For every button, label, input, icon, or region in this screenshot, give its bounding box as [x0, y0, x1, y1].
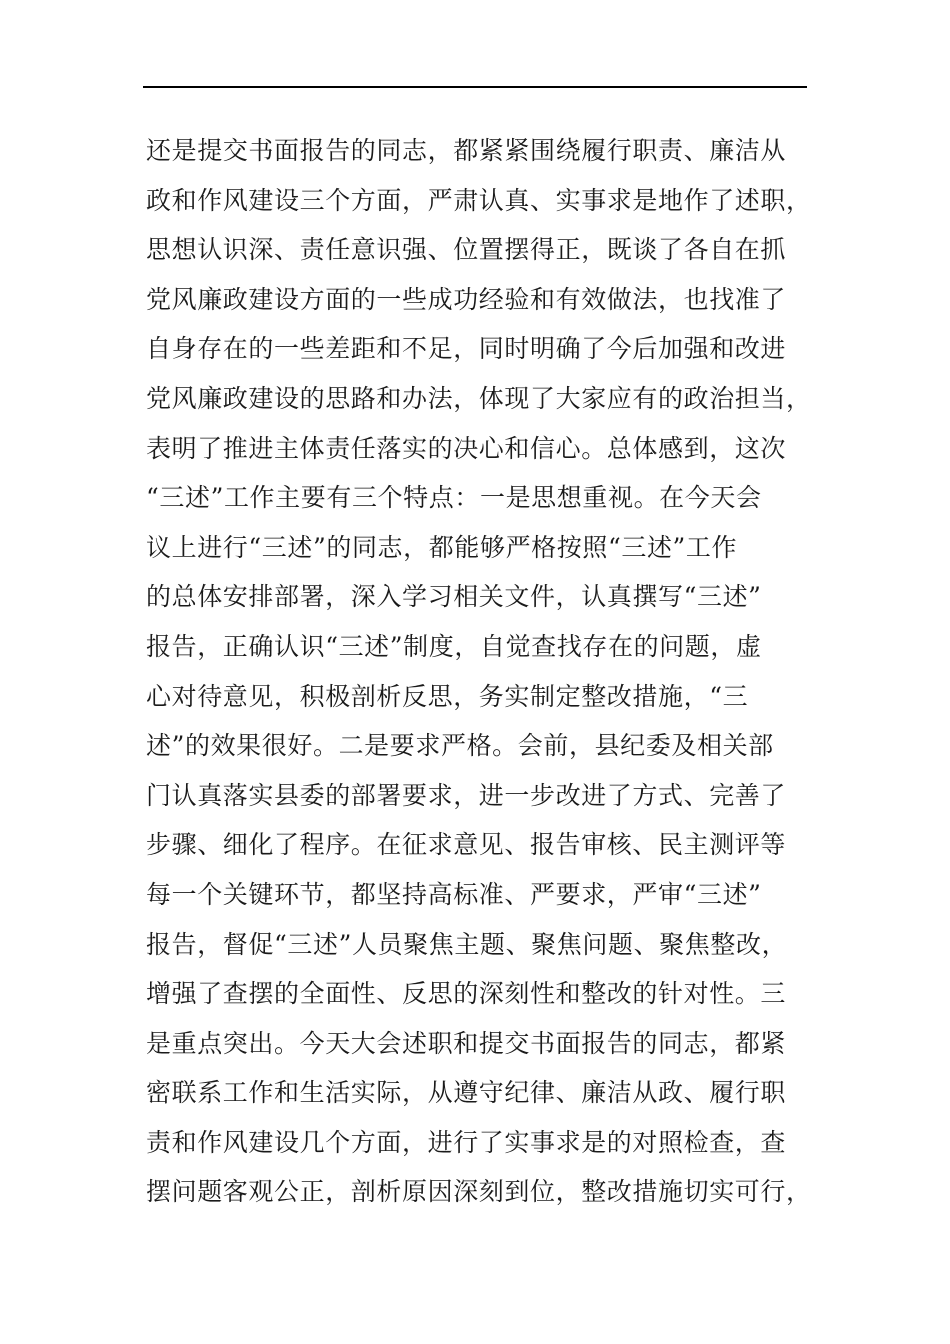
text-line: 自身存在的一些差距和不足，同时明确了今后加强和改进 [146, 334, 787, 364]
text-line: 政和作风建设三个方面，严肃认真、实事求是地作了述职， [146, 185, 812, 215]
text-line: 密联系工作和生活实际，从遵守纪律、廉洁从政、履行职 [146, 1078, 787, 1108]
text-line: 报告，正确认识“三述”制度，自觉查找存在的问题，虚 [146, 631, 762, 661]
text-line: 表明了推进主体责任落实的决心和信心。总体感到，这次 [146, 433, 787, 463]
text-line: 还是提交书面报告的同志，都紧紧围绕履行职责、廉洁从 [146, 136, 787, 165]
header-rule [143, 86, 807, 88]
text-line: 每一个关键环节，都坚持高标准、严要求，严审“三述” [146, 879, 762, 909]
text-line: 议上进行“三述”的同志，都能够严格按照“三述”工作 [146, 532, 738, 562]
text-line: “三述”工作主要有三个特点：一是思想重视。在今天会 [146, 483, 762, 513]
text-line: 步骤、细化了程序。在征求意见、报告审核、民主测评等 [146, 830, 787, 860]
text-line: 门认真落实县委的部署要求，进一步改进了方式、完善了 [146, 780, 787, 810]
text-line: 的总体安排部署，深入学习相关文件，认真撰写“三述” [146, 582, 762, 612]
text-line: 党风廉政建设方面的一些成功经验和有效做法，也找准了 [146, 284, 787, 314]
body-text [146, 126, 810, 1217]
text-line: 心对待意见，积极剖析反思，务实制定整改措施，“三 [146, 681, 749, 711]
text-line: 述”的效果很好。二是要求严格。会前，县纪委及相关部 [146, 731, 774, 761]
text-line: 思想认识深、责任意识强、位置摆得正，既谈了各自在抓 [146, 235, 787, 265]
text-line: 是重点突出。今天大会述职和提交书面报告的同志，都紧 [146, 1028, 787, 1058]
text-line: 责和作风建设几个方面，进行了实事求是的对照检查，查 [146, 1127, 787, 1157]
text-line: 摆问题客观公正，剖析原因深刻到位，整改措施切实可行， [146, 1177, 812, 1207]
text-line: 党风廉政建设的思路和办法，体现了大家应有的政治担当， [146, 383, 812, 413]
text-line: 增强了查摆的全面性、反思的深刻性和整改的针对性。三 [146, 979, 787, 1009]
text-line: 报告，督促“三述”人员聚焦主题、聚焦问题、聚焦整改， [146, 929, 788, 959]
